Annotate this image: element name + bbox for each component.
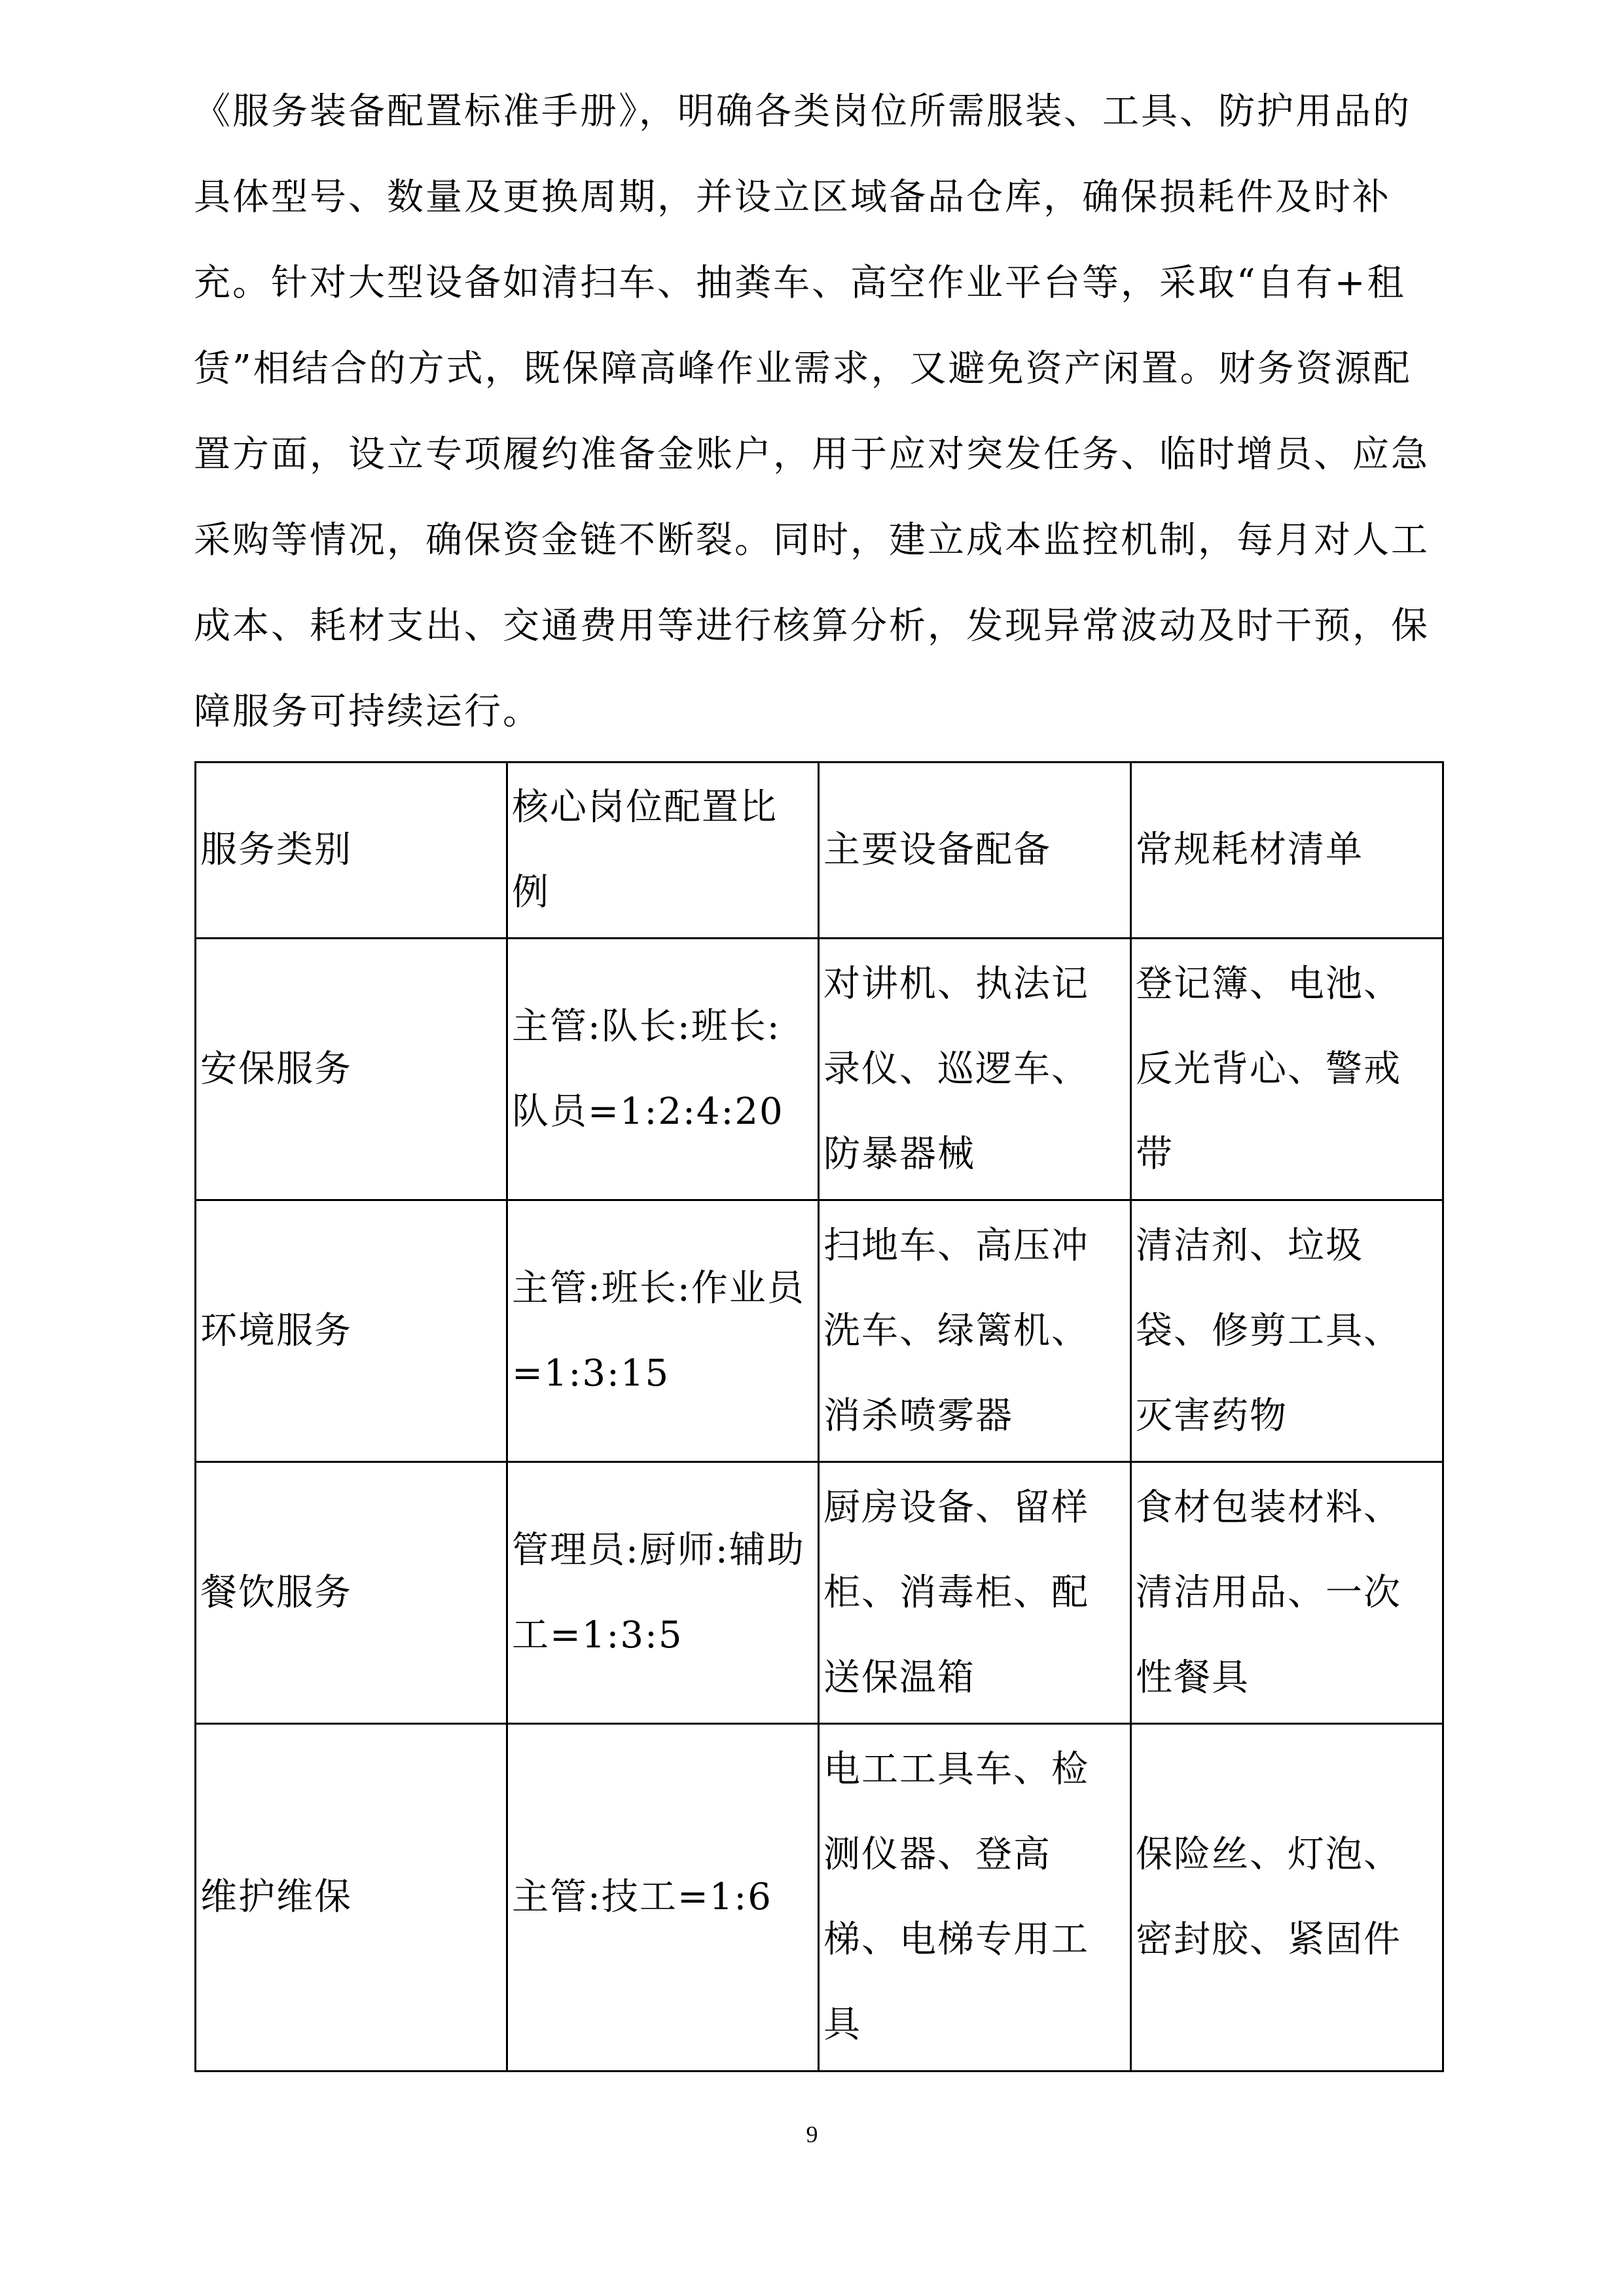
paragraph-line: 障服务可持续运行。 [194,691,541,733]
cell-consumables: 保险丝、灯泡、 密封胶、紧固件 [1131,1724,1443,2072]
table-row [196,1462,1443,1724]
cell-consumables: 清洁剂、垃圾 袋、修剪工具、 灭害药物 [1131,1200,1443,1462]
cell-category: 安保服务 [196,939,507,1200]
service-config-table [194,761,1444,2072]
table-header-row [196,762,1443,939]
paragraph-line: 具体型号、数量及更换周期，并设立区域备品仓库，确保损耗件及时补 [194,176,1391,219]
header-consumables: 常规耗材清单 [1131,762,1443,939]
paragraph-line: 置方面，设立专项履约准备金账户，用于应对突发任务、临时增员、应急 [194,433,1430,476]
cell-category: 环境服务 [196,1200,507,1462]
paragraph-line: 赁”相结合的方式，既保障高峰作业需求，又避免资产闲置。财务资源配 [194,348,1412,390]
cell-equipment: 扫地车、高压冲 洗车、绿篱机、 消杀喷雾器 [819,1200,1131,1462]
paragraph-line: 采购等情况，确保资金链不断裂。同时，建立成本监控机制，每月对人工 [194,519,1430,562]
paragraph-line: 充。针对大型设备如清扫车、抽粪车、高空作业平台等，采取“自有+租 [194,262,1406,304]
paragraph-line: 成本、耗材支出、交通费用等进行核算分析，发现异常波动及时干预，保 [194,605,1430,647]
cell-ratio: 主管:队长:班长: 队员=1:2:4:20 [507,939,819,1200]
table-row [196,939,1443,1200]
cell-equipment: 厨房设备、留样 柜、消毒柜、配 送保温箱 [819,1462,1131,1724]
header-equipment: 主要设备配备 [819,762,1131,939]
cell-category: 维护维保 [196,1724,507,2072]
table-row [196,1200,1443,1462]
cell-ratio: 主管:技工=1:6 [507,1724,819,2072]
cell-consumables: 登记簿、电池、 反光背心、警戒 带 [1131,939,1443,1200]
header-ratio: 核心岗位配置比 例 [507,762,819,939]
cell-consumables: 食材包装材料、 清洁用品、一次 性餐具 [1131,1462,1443,1724]
body-paragraph [194,69,1437,755]
header-category: 服务类别 [196,762,507,939]
cell-equipment: 电工工具车、检 测仪器、登高 梯、电梯专用工 具 [819,1724,1131,2072]
cell-category: 餐饮服务 [196,1462,507,1724]
page-number: 9 [806,2121,818,2147]
cell-equipment: 对讲机、执法记 录仪、巡逻车、 防暴器械 [819,939,1131,1200]
cell-ratio: 主管:班长:作业员 =1:3:15 [507,1200,819,1462]
paragraph-line: 《服务装备配置标准手册》，明确各类岗位所需服装、工具、防护用品的 [194,90,1411,133]
table-row [196,1724,1443,2072]
cell-ratio: 管理员:厨师:辅助 工=1:3:5 [507,1462,819,1724]
